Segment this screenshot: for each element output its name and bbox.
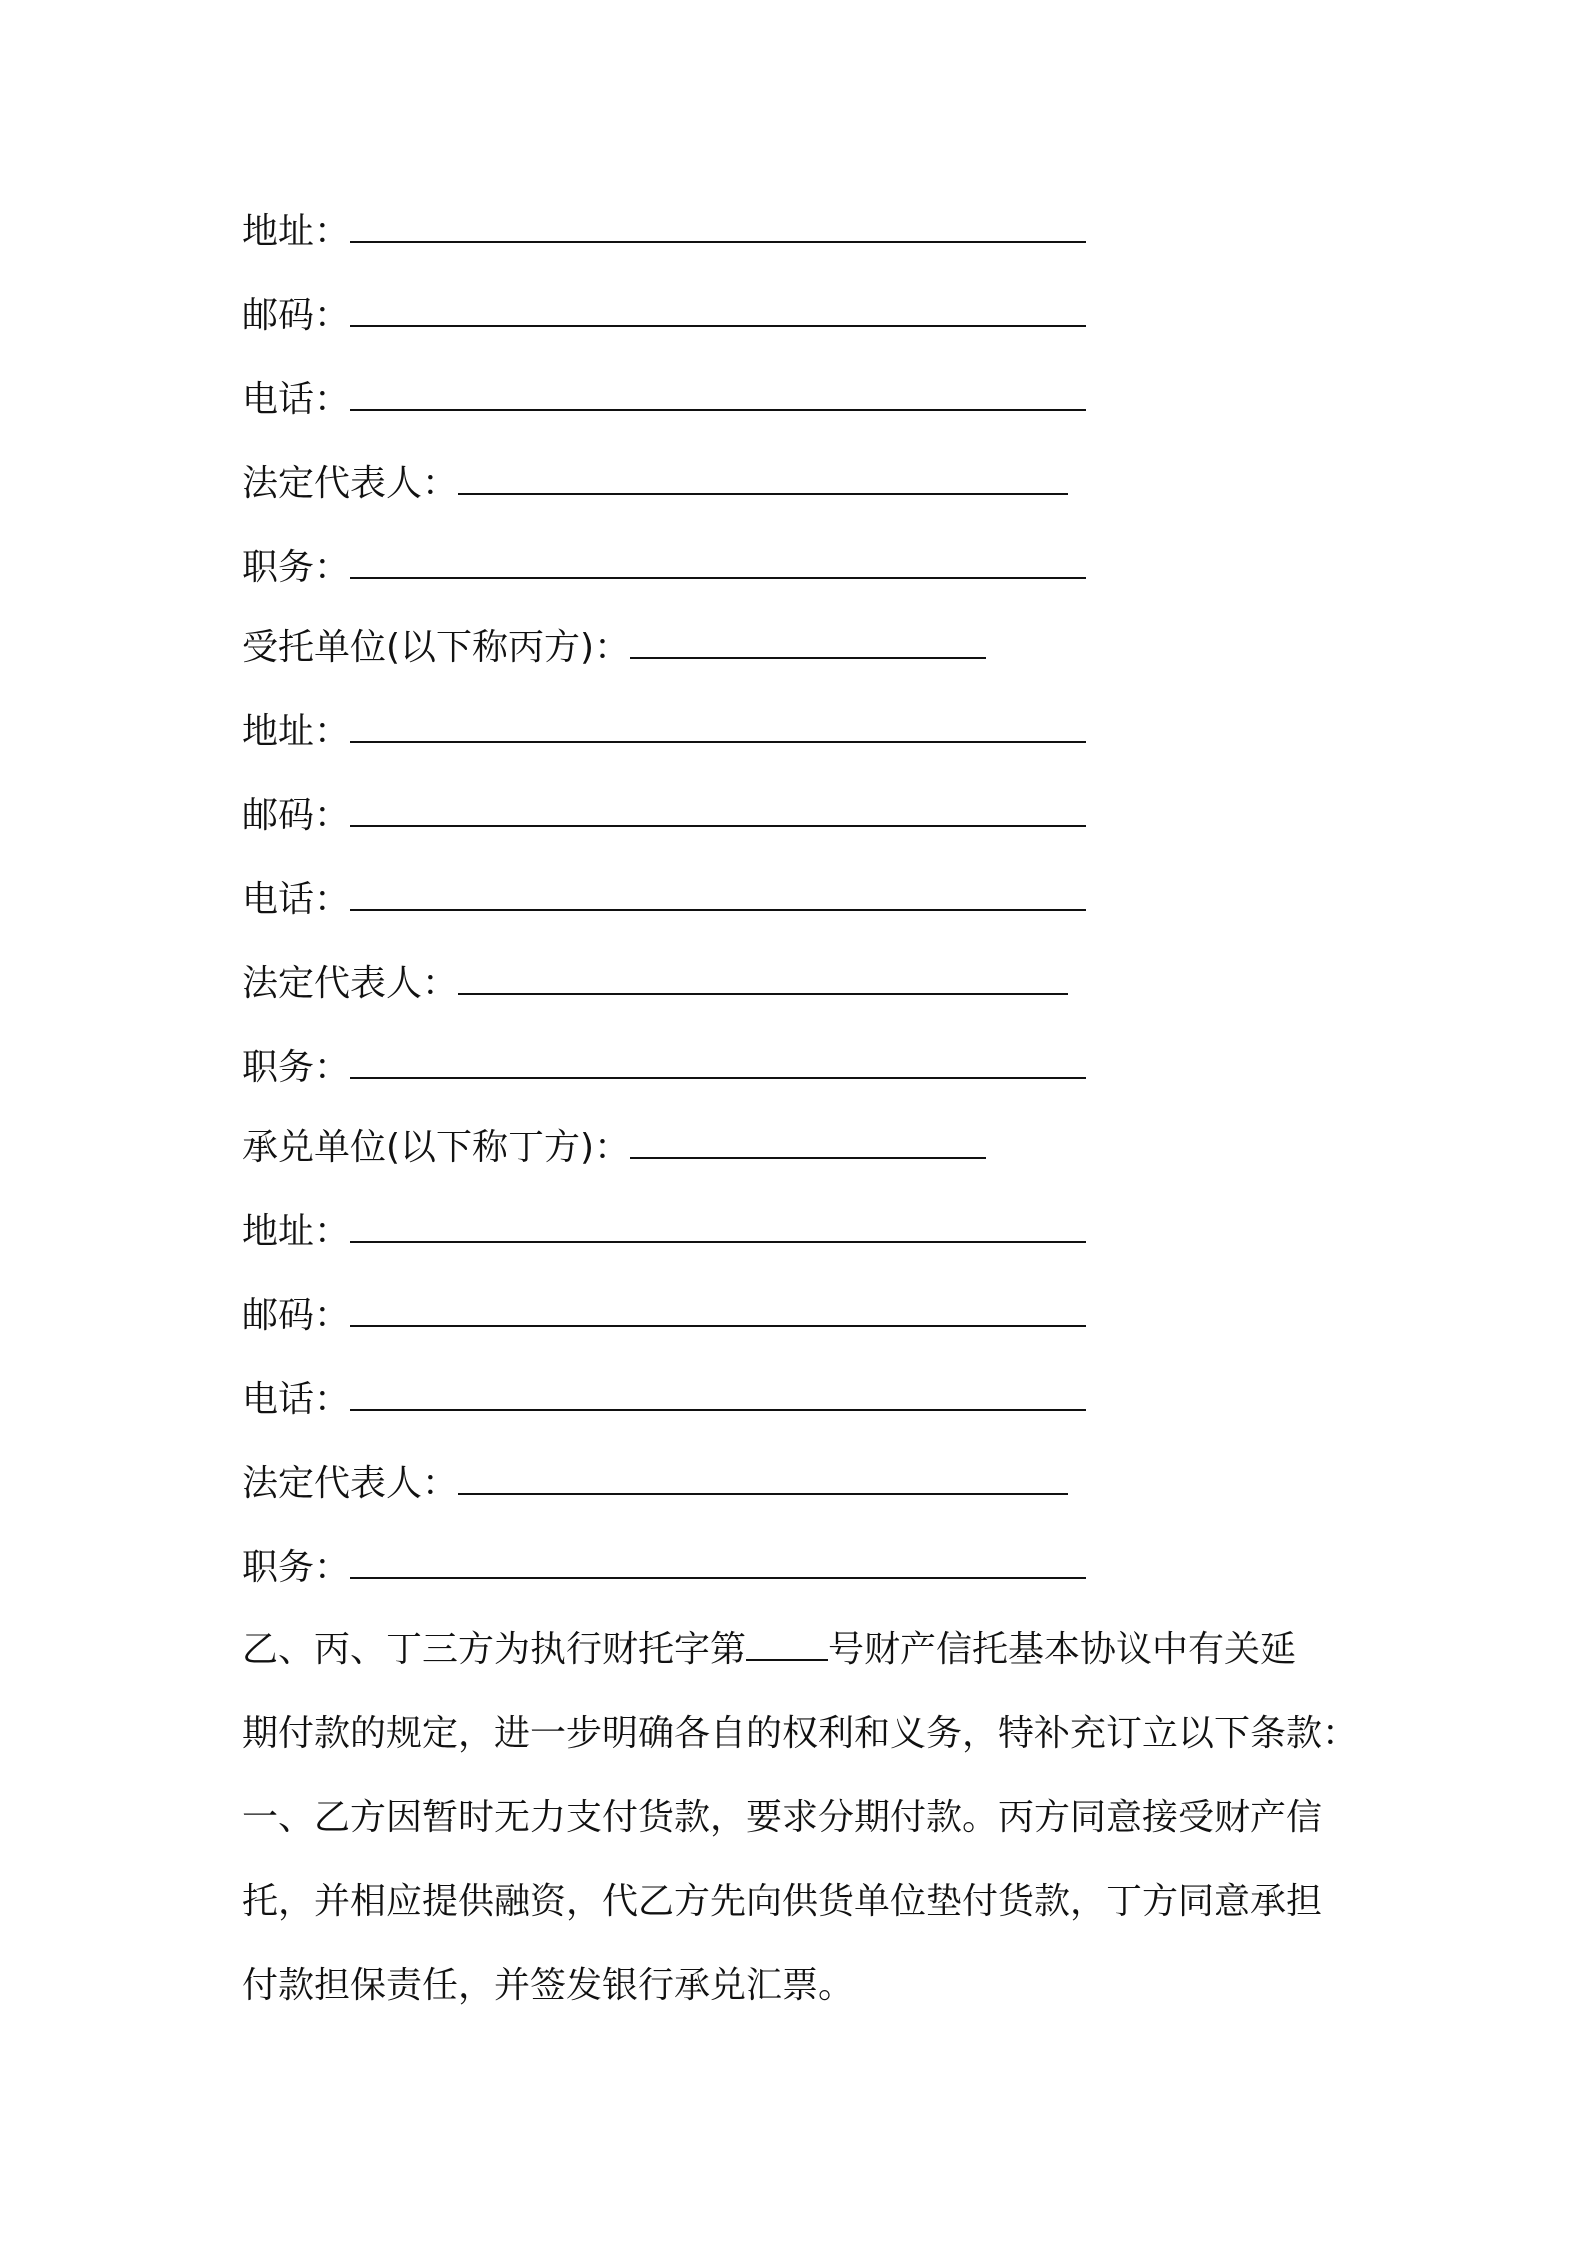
party-c-name-blank[interactable] [630, 627, 986, 659]
intro-line-1-part2: 号财产信托基本协议中有关延 [828, 1629, 1297, 1670]
party-c-postcode-row [242, 792, 1086, 840]
clause-1-line-1: 一、乙方因暂时无力支付货款，要求分期付款。丙方同意接受财产信 [242, 1797, 1323, 1838]
party-c-address-blank[interactable] [350, 711, 1086, 743]
party-c-address-label: 地址： [242, 711, 351, 752]
legal-rep-blank[interactable] [458, 463, 1068, 495]
party-d-postcode-row [242, 1292, 1086, 1340]
party-d-address-blank[interactable] [350, 1211, 1086, 1243]
party-c-position-label: 职务： [242, 1047, 351, 1088]
party-c-legal-rep-blank[interactable] [458, 963, 1068, 995]
address-label: 地址： [242, 211, 351, 252]
party-c-address-row [242, 708, 1086, 756]
legal-rep-label: 法定代表人： [242, 463, 459, 504]
party-d-postcode-blank[interactable] [350, 1295, 1086, 1327]
postcode-field-row [242, 292, 1086, 340]
postcode-label: 邮码： [242, 295, 351, 336]
party-d-position-row [242, 1544, 1086, 1592]
party-c-phone-row [242, 876, 1086, 924]
party-d-name-blank[interactable] [630, 1127, 986, 1159]
party-c-position-blank[interactable] [350, 1047, 1086, 1079]
party-d-phone-row [242, 1376, 1086, 1424]
party-c-postcode-blank[interactable] [350, 795, 1086, 827]
party-d-phone-blank[interactable] [350, 1379, 1086, 1411]
party-d-address-row [242, 1208, 1086, 1256]
party-d-phone-label: 电话： [242, 1379, 351, 1420]
party-d-position-label: 职务： [242, 1547, 351, 1588]
contract-number-blank[interactable] [746, 1629, 828, 1661]
phone-label: 电话： [242, 379, 351, 420]
address-field-row [242, 208, 1086, 256]
address-blank[interactable] [350, 211, 1086, 243]
party-d-legal-rep-row [242, 1460, 1068, 1508]
party-c-postcode-label: 邮码： [242, 795, 351, 836]
position-blank[interactable] [350, 547, 1086, 579]
party-d-legal-rep-blank[interactable] [458, 1463, 1068, 1495]
intro-line-1 [242, 1626, 1296, 1674]
party-c-heading: 受托单位(以下称丙方)： [242, 627, 631, 668]
party-d-address-label: 地址： [242, 1211, 351, 1252]
party-c-phone-label: 电话： [242, 879, 351, 920]
party-d-postcode-label: 邮码： [242, 1295, 351, 1336]
phone-blank[interactable] [350, 379, 1086, 411]
intro-line-2: 期付款的规定，进一步明确各自的权利和义务，特补充订立以下条款： [242, 1713, 1359, 1754]
postcode-blank[interactable] [350, 295, 1086, 327]
party-d-heading: 承兑单位(以下称丁方)： [242, 1127, 631, 1168]
clause-1-line-2: 托，并相应提供融资，代乙方先向供货单位垫付货款，丁方同意承担 [242, 1881, 1323, 1922]
party-d-legal-rep-label: 法定代表人： [242, 1463, 459, 1504]
party-c-legal-rep-row [242, 960, 1068, 1008]
party-c-heading-row [242, 624, 986, 672]
party-c-legal-rep-label: 法定代表人： [242, 963, 459, 1004]
party-c-phone-blank[interactable] [350, 879, 1086, 911]
clause-1-line-3: 付款担保责任，并签发银行承兑汇票。 [242, 1965, 855, 2006]
phone-field-row [242, 376, 1086, 424]
position-field-row [242, 544, 1086, 592]
party-d-heading-row [242, 1124, 986, 1172]
legal-rep-field-row [242, 460, 1068, 508]
position-label: 职务： [242, 547, 351, 588]
party-c-position-row [242, 1044, 1086, 1092]
party-d-position-blank[interactable] [350, 1547, 1086, 1579]
intro-line-1-part1: 乙、丙、丁三方为执行财托字第 [242, 1629, 747, 1670]
